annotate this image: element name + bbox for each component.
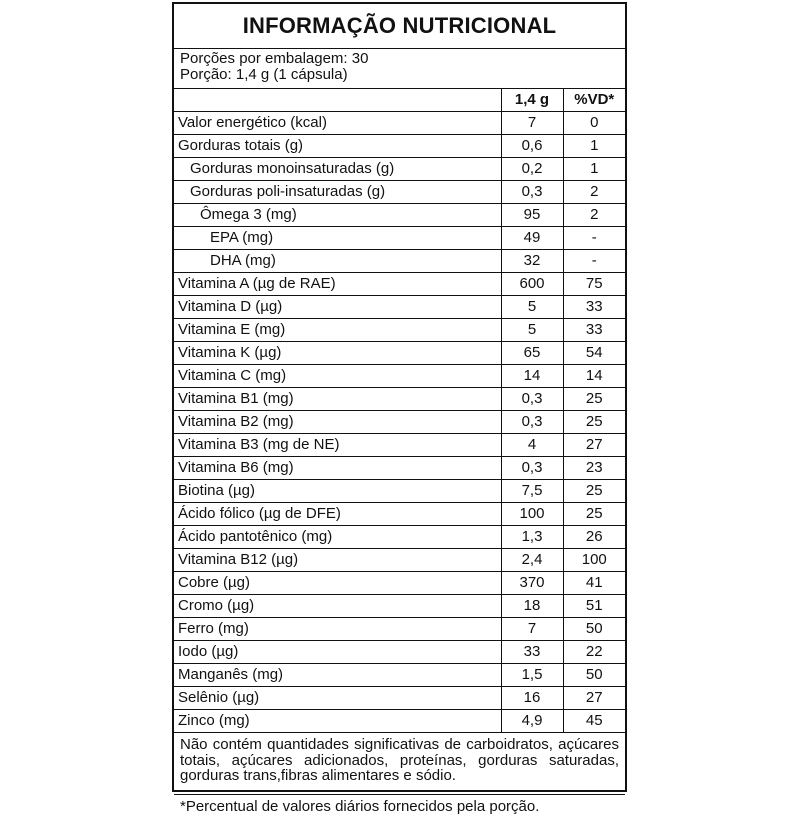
serving-info bbox=[174, 49, 625, 89]
nutrient-amount: 7,5 bbox=[501, 480, 563, 503]
nutrient-amount: 0,3 bbox=[501, 411, 563, 434]
nutrient-name: Cromo (µg) bbox=[174, 595, 501, 618]
nutrient-amount: 49 bbox=[501, 227, 563, 250]
nutrient-dv: 100 bbox=[563, 549, 625, 572]
nutrient-dv: 27 bbox=[563, 687, 625, 710]
nutrient-name: DHA (mg) bbox=[174, 250, 501, 273]
nutrient-name: Cobre (µg) bbox=[174, 572, 501, 595]
table-row bbox=[174, 365, 625, 388]
table-row bbox=[174, 549, 625, 572]
nutrient-name: Ômega 3 (mg) bbox=[174, 204, 501, 227]
nutrient-name: Vitamina B2 (mg) bbox=[174, 411, 501, 434]
serving-size: Porção: 1,4 g (1 cápsula) bbox=[180, 66, 348, 83]
table-row bbox=[174, 411, 625, 434]
nutrient-amount: 0,3 bbox=[501, 388, 563, 411]
table-row bbox=[174, 664, 625, 687]
header-name bbox=[174, 89, 501, 112]
table-row bbox=[174, 687, 625, 710]
nutrient-amount: 100 bbox=[501, 503, 563, 526]
nutrient-name: Vitamina B6 (mg) bbox=[174, 457, 501, 480]
nutrient-amount: 95 bbox=[501, 204, 563, 227]
nutrient-name: Biotina (µg) bbox=[174, 480, 501, 503]
table-row bbox=[174, 296, 625, 319]
nutrient-dv: 50 bbox=[563, 618, 625, 641]
nutrient-amount: 4,9 bbox=[501, 710, 563, 733]
table-row bbox=[174, 641, 625, 664]
nutrient-amount: 5 bbox=[501, 319, 563, 342]
nutrient-amount: 0,2 bbox=[501, 158, 563, 181]
nutrient-dv: 2 bbox=[563, 204, 625, 227]
nutrient-dv: 22 bbox=[563, 641, 625, 664]
nutrient-dv: 33 bbox=[563, 296, 625, 319]
nutrient-dv: 25 bbox=[563, 503, 625, 526]
nutrient-dv: - bbox=[563, 250, 625, 273]
nutrient-name: Gorduras totais (g) bbox=[174, 135, 501, 158]
nutrient-amount: 4 bbox=[501, 434, 563, 457]
nutrient-amount: 18 bbox=[501, 595, 563, 618]
nutrient-dv: 23 bbox=[563, 457, 625, 480]
nutrient-amount: 370 bbox=[501, 572, 563, 595]
nutrient-name: Vitamina D (µg) bbox=[174, 296, 501, 319]
nutrient-dv: 50 bbox=[563, 664, 625, 687]
nutrient-amount: 600 bbox=[501, 273, 563, 296]
table-header-row bbox=[174, 89, 625, 112]
nutrient-name: Zinco (mg) bbox=[174, 710, 501, 733]
nutrient-name: Iodo (µg) bbox=[174, 641, 501, 664]
table-row bbox=[174, 595, 625, 618]
nutrient-dv: 0 bbox=[563, 112, 625, 135]
nutrition-table bbox=[174, 89, 625, 733]
nutrient-amount: 14 bbox=[501, 365, 563, 388]
nutrient-amount: 2,4 bbox=[501, 549, 563, 572]
nutrient-amount: 65 bbox=[501, 342, 563, 365]
nutrient-amount: 0,3 bbox=[501, 181, 563, 204]
nutrient-dv: 26 bbox=[563, 526, 625, 549]
table-row bbox=[174, 112, 625, 135]
nutrient-dv: 25 bbox=[563, 411, 625, 434]
nutrient-dv: 27 bbox=[563, 434, 625, 457]
nutrient-name: Ferro (mg) bbox=[174, 618, 501, 641]
nutrient-amount: 32 bbox=[501, 250, 563, 273]
header-dv: %VD* bbox=[563, 89, 625, 112]
nutrient-amount: 7 bbox=[501, 618, 563, 641]
table-row bbox=[174, 158, 625, 181]
nutrient-dv: - bbox=[563, 227, 625, 250]
nutrient-amount: 0,3 bbox=[501, 457, 563, 480]
nutrient-name: Vitamina B1 (mg) bbox=[174, 388, 501, 411]
nutrient-dv: 54 bbox=[563, 342, 625, 365]
table-row bbox=[174, 342, 625, 365]
table-row bbox=[174, 572, 625, 595]
nutrient-dv: 25 bbox=[563, 480, 625, 503]
footnote-not-significant: Não contém quantidades significativas de carboidratos, açúcares totais, açúcares adicionados, proteínas, gorduras saturadas, gorduras trans,fibras alimentares e sódio. bbox=[174, 733, 625, 795]
nutrient-dv: 1 bbox=[563, 135, 625, 158]
nutrient-dv: 41 bbox=[563, 572, 625, 595]
nutrient-name: Vitamina E (mg) bbox=[174, 319, 501, 342]
nutrient-dv: 2 bbox=[563, 181, 625, 204]
nutrient-dv: 1 bbox=[563, 158, 625, 181]
nutrient-name: Vitamina C (mg) bbox=[174, 365, 501, 388]
nutrient-name: Gorduras monoinsaturadas (g) bbox=[174, 158, 501, 181]
nutrient-name: Vitamina B12 (µg) bbox=[174, 549, 501, 572]
nutrient-amount: 5 bbox=[501, 296, 563, 319]
label-title: INFORMAÇÃO NUTRICIONAL bbox=[174, 4, 625, 49]
footnote-daily-values: *Percentual de valores diários fornecidos pela porção. bbox=[180, 798, 540, 815]
nutrient-dv: 33 bbox=[563, 319, 625, 342]
table-row bbox=[174, 273, 625, 296]
table-row bbox=[174, 434, 625, 457]
servings-per-package: Porções por embalagem: 30 bbox=[180, 50, 369, 67]
table-row bbox=[174, 503, 625, 526]
table-row bbox=[174, 618, 625, 641]
table-row bbox=[174, 204, 625, 227]
nutrient-name: EPA (mg) bbox=[174, 227, 501, 250]
table-row bbox=[174, 181, 625, 204]
nutrient-amount: 16 bbox=[501, 687, 563, 710]
nutrient-amount: 0,6 bbox=[501, 135, 563, 158]
table-row bbox=[174, 388, 625, 411]
nutrient-amount: 33 bbox=[501, 641, 563, 664]
nutrient-name: Valor energético (kcal) bbox=[174, 112, 501, 135]
nutrient-dv: 75 bbox=[563, 273, 625, 296]
nutrition-rows bbox=[174, 112, 625, 733]
table-row bbox=[174, 227, 625, 250]
nutrient-name: Vitamina A (µg de RAE) bbox=[174, 273, 501, 296]
nutrient-amount: 1,3 bbox=[501, 526, 563, 549]
nutrient-name: Selênio (µg) bbox=[174, 687, 501, 710]
nutrient-name: Ácido pantotênico (mg) bbox=[174, 526, 501, 549]
nutrient-dv: 25 bbox=[563, 388, 625, 411]
nutrient-name: Vitamina B3 (mg de NE) bbox=[174, 434, 501, 457]
nutrient-name: Ácido fólico (µg de DFE) bbox=[174, 503, 501, 526]
nutrient-name: Vitamina K (µg) bbox=[174, 342, 501, 365]
table-row bbox=[174, 710, 625, 733]
table-row bbox=[174, 135, 625, 158]
nutrient-dv: 51 bbox=[563, 595, 625, 618]
nutrient-amount: 1,5 bbox=[501, 664, 563, 687]
table-row bbox=[174, 319, 625, 342]
table-row bbox=[174, 457, 625, 480]
table-row bbox=[174, 250, 625, 273]
table-row bbox=[174, 480, 625, 503]
nutrient-name: Manganês (mg) bbox=[174, 664, 501, 687]
header-amount: 1,4 g bbox=[501, 89, 563, 112]
nutrition-facts-label bbox=[172, 2, 627, 815]
nutrient-dv: 14 bbox=[563, 365, 625, 388]
nutrient-amount: 7 bbox=[501, 112, 563, 135]
nutrient-name: Gorduras poli-insaturadas (g) bbox=[174, 181, 501, 204]
nutrient-dv: 45 bbox=[563, 710, 625, 733]
table-row bbox=[174, 526, 625, 549]
